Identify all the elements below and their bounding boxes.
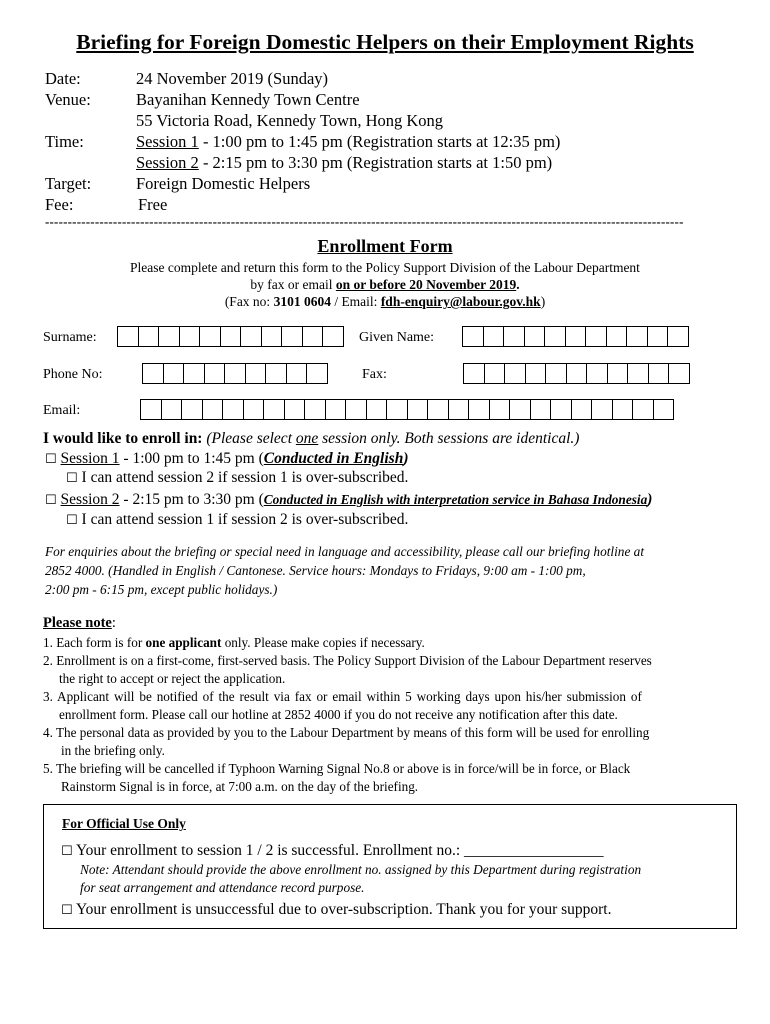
period: . <box>516 277 520 292</box>
enroll-one: one <box>295 430 319 447</box>
session1-checkbox[interactable]: ☐ <box>45 452 57 467</box>
given-name-boxes[interactable] <box>462 326 688 347</box>
char-box[interactable] <box>545 363 567 384</box>
note-2-line2: the right to accept or reject the application. <box>59 671 286 686</box>
char-box[interactable] <box>366 399 388 420</box>
char-box[interactable] <box>304 399 326 420</box>
phone-boxes[interactable] <box>142 363 327 384</box>
char-box[interactable] <box>484 363 506 384</box>
char-box[interactable] <box>462 326 484 347</box>
session2-option-time: - 2:15 pm to 3:30 pm ( <box>119 491 264 508</box>
session2-alt-text: I can attend session 1 if session 2 is over-subscribed. <box>81 511 409 528</box>
char-box[interactable] <box>585 326 607 347</box>
char-box[interactable] <box>407 399 429 420</box>
enquiry-line1: For enquiries about the briefing or special need in language and accessibility, please call our briefing hotline at <box>45 544 645 559</box>
char-box[interactable] <box>286 363 308 384</box>
time-session2 <box>136 152 552 173</box>
char-box[interactable] <box>281 326 303 347</box>
char-box[interactable] <box>648 363 670 384</box>
char-box[interactable] <box>503 326 525 347</box>
separator: --------------------------------------------------------------------------------------------------------------------------------------------- <box>45 214 684 229</box>
email-label: Email: <box>43 403 81 418</box>
char-box[interactable] <box>386 399 408 420</box>
char-box[interactable] <box>199 326 221 347</box>
session2-language: Conducted in English with interpretation service in Bahasa Indonesia <box>263 492 648 507</box>
session2-name: Session 2 <box>136 153 199 172</box>
form-title: Enrollment Form <box>317 236 453 256</box>
date-value: 24 November 2019 (Sunday) <box>136 69 329 88</box>
note-4-line1: 4. The personal data as provided by you to the Labour Department by means of this form will be used for enrolling <box>43 725 650 740</box>
enquiry-line3: 2:00 pm - 6:15 pm, except public holidays.) <box>45 582 278 597</box>
venue-line1: Bayanihan Kennedy Town Centre <box>136 90 360 109</box>
char-box[interactable] <box>530 399 552 420</box>
char-box[interactable] <box>142 363 164 384</box>
official-note-line2: for seat arrangement and attendance record purpose. <box>80 880 365 895</box>
fax-boxes[interactable] <box>463 363 689 384</box>
char-box[interactable] <box>302 326 324 347</box>
session2-time: - 2:15 pm to 3:30 pm (Registration starts at 1:50 pm) <box>198 153 553 172</box>
document-title: Briefing for Foreign Domestic Helpers on their Employment Rights <box>76 30 694 54</box>
char-box[interactable] <box>653 399 675 420</box>
session1-alt-checkbox[interactable]: ☐ <box>66 471 78 486</box>
fee-label: Fee: <box>45 195 74 214</box>
char-box[interactable] <box>202 399 224 420</box>
char-box[interactable] <box>463 363 485 384</box>
char-box[interactable] <box>183 363 205 384</box>
char-box[interactable] <box>181 399 203 420</box>
note-1 <box>43 635 425 651</box>
note-2-line1: 2. Enrollment is on a first-come, first-served basis. The Policy Support Division of the Labour Department reserves <box>43 653 652 668</box>
char-box[interactable] <box>224 363 246 384</box>
official-heading: For Official Use Only <box>62 816 186 831</box>
form-instruction-line1: Please complete and return this form to the Policy Support Division of the Labour Department <box>130 260 640 275</box>
note-1-pre: 1. Each form is for <box>43 635 146 650</box>
fax-prefix: (Fax no: <box>224 294 274 309</box>
notes-heading <box>43 615 116 632</box>
char-box[interactable] <box>566 363 588 384</box>
contact-line <box>0 294 770 310</box>
session2-close: ) <box>647 491 653 508</box>
char-box[interactable] <box>586 363 608 384</box>
char-box[interactable] <box>284 399 306 420</box>
char-box[interactable] <box>427 399 449 420</box>
char-box[interactable] <box>626 326 648 347</box>
char-box[interactable] <box>525 363 547 384</box>
email-boxes[interactable] <box>140 399 673 420</box>
char-box[interactable] <box>204 363 226 384</box>
instruction-text: by fax or email <box>250 277 336 292</box>
char-box[interactable] <box>179 326 201 347</box>
unsuccessful-checkbox[interactable]: ☐ <box>61 903 73 918</box>
session1-time: - 1:00 pm to 1:45 pm (Registration starts at 12:35 pm) <box>198 132 561 151</box>
session1-option-time: - 1:00 pm to 1:45 pm ( <box>119 450 264 467</box>
official-unsuccessful-line <box>61 901 612 919</box>
char-box[interactable] <box>627 363 649 384</box>
char-box[interactable] <box>524 326 546 347</box>
char-box[interactable] <box>140 399 162 420</box>
target-label: Target: <box>45 174 92 193</box>
char-box[interactable] <box>483 326 505 347</box>
char-box[interactable] <box>325 399 347 420</box>
char-box[interactable] <box>647 326 669 347</box>
phone-label: Phone No: <box>43 367 103 382</box>
char-box[interactable] <box>243 399 265 420</box>
venue-label: Venue: <box>45 90 91 109</box>
notes-colon: : <box>111 615 116 631</box>
char-box[interactable] <box>322 326 344 347</box>
note-3-line1: 3. Applicant will be notified of the result via fax or email within 5 working days upon his/her submission of <box>43 689 642 704</box>
char-box[interactable] <box>261 326 283 347</box>
target-value: Foreign Domestic Helpers <box>136 174 311 193</box>
enroll-instruction: (Please select <box>206 430 296 447</box>
char-box[interactable] <box>565 326 587 347</box>
session2-alt-checkbox[interactable]: ☐ <box>66 513 78 528</box>
char-box[interactable] <box>163 363 185 384</box>
fax-number: 3101 0604 <box>273 294 331 309</box>
deadline: on or before 20 November 2019 <box>335 277 517 292</box>
official-success-line <box>61 842 604 860</box>
unsuccessful-text: Your enrollment is unsuccessful due to over-subscription. Thank you for your support. <box>75 901 612 918</box>
char-box[interactable] <box>222 399 244 420</box>
date-label: Date: <box>45 69 81 88</box>
char-box[interactable] <box>489 399 511 420</box>
char-box[interactable] <box>509 399 531 420</box>
char-box[interactable] <box>468 399 490 420</box>
note-5-line2: Rainstorm Signal is in force, at 7:00 a.m. on the day of the briefing. <box>61 779 419 794</box>
char-box[interactable] <box>245 363 267 384</box>
form-instruction-line2 <box>0 277 770 293</box>
session2-option[interactable] <box>45 491 652 509</box>
char-box[interactable] <box>265 363 287 384</box>
note-5-line1: 5. The briefing will be cancelled if Typhoon Warning Signal No.8 or above is in force/will be in force, or Black <box>43 761 631 776</box>
char-box[interactable] <box>612 399 634 420</box>
venue-line2: 55 Victoria Road, Kennedy Town, Hong Kong <box>136 111 444 130</box>
session1-name: Session 1 <box>136 132 199 151</box>
success-checkbox[interactable]: ☐ <box>61 844 73 859</box>
session2-alt-option[interactable] <box>66 511 408 529</box>
enroll-instruction-end: session only. Both sessions are identical.) <box>318 430 580 447</box>
char-box[interactable] <box>240 326 262 347</box>
char-box[interactable] <box>138 326 160 347</box>
char-box[interactable] <box>606 326 628 347</box>
close-paren: ) <box>540 294 546 309</box>
time-label: Time: <box>45 132 84 151</box>
session1-alt-text: I can attend session 2 if session 1 is over-subscribed. <box>81 469 409 486</box>
given-name-label: Given Name: <box>359 330 435 345</box>
char-box[interactable] <box>220 326 242 347</box>
char-box[interactable] <box>161 399 183 420</box>
fax-label: Fax: <box>362 367 387 382</box>
session1-option[interactable] <box>45 450 408 468</box>
char-box[interactable] <box>607 363 629 384</box>
email-address[interactable]: fdh-enquiry@labour.gov.hk <box>380 294 541 309</box>
char-box[interactable] <box>158 326 180 347</box>
char-box[interactable] <box>117 326 139 347</box>
note-3-line2: enrollment form. Please call our hotline at 2852 4000 if you do not receive any notification after this date. <box>59 707 618 722</box>
session1-close: ) <box>403 450 409 467</box>
note-1-post: only. Please make copies if necessary. <box>221 635 425 650</box>
session1-option-name: Session 1 <box>60 450 120 467</box>
enquiry-line2: 2852 4000. (Handled in English / Cantonese. Service hours: Mondays to Fridays, 9:00 am - 1:00 pm, <box>45 563 586 578</box>
char-box[interactable] <box>668 363 690 384</box>
note-1-bold: one applicant <box>145 635 222 650</box>
char-box[interactable] <box>632 399 654 420</box>
char-box[interactable] <box>345 399 367 420</box>
char-box[interactable] <box>667 326 689 347</box>
official-note-line1: Note: Attendant should provide the above enrollment no. assigned by this Department during registration <box>80 862 642 877</box>
char-box[interactable] <box>591 399 613 420</box>
session1-language: Conducted in English <box>263 450 404 467</box>
char-box[interactable] <box>306 363 328 384</box>
enroll-heading-text: I would like to enroll in: <box>43 430 207 447</box>
session2-checkbox[interactable]: ☐ <box>45 493 57 508</box>
char-box[interactable] <box>504 363 526 384</box>
note-4-line2: in the briefing only. <box>61 743 165 758</box>
char-box[interactable] <box>550 399 572 420</box>
notes-heading-text: Please note <box>43 615 112 631</box>
surname-label: Surname: <box>43 330 97 345</box>
session2-option-name: Session 2 <box>60 491 120 508</box>
time-session1 <box>136 131 560 152</box>
success-text: Your enrollment to session 1 / 2 is successful. Enrollment no.: __________________ <box>75 842 604 859</box>
char-box[interactable] <box>263 399 285 420</box>
char-box[interactable] <box>448 399 470 420</box>
enroll-heading <box>43 430 579 448</box>
email-prefix: / Email: <box>330 294 381 309</box>
char-box[interactable] <box>571 399 593 420</box>
char-box[interactable] <box>544 326 566 347</box>
surname-boxes[interactable] <box>117 326 343 347</box>
session1-alt-option[interactable] <box>66 469 408 487</box>
fee-value: Free <box>138 195 168 214</box>
